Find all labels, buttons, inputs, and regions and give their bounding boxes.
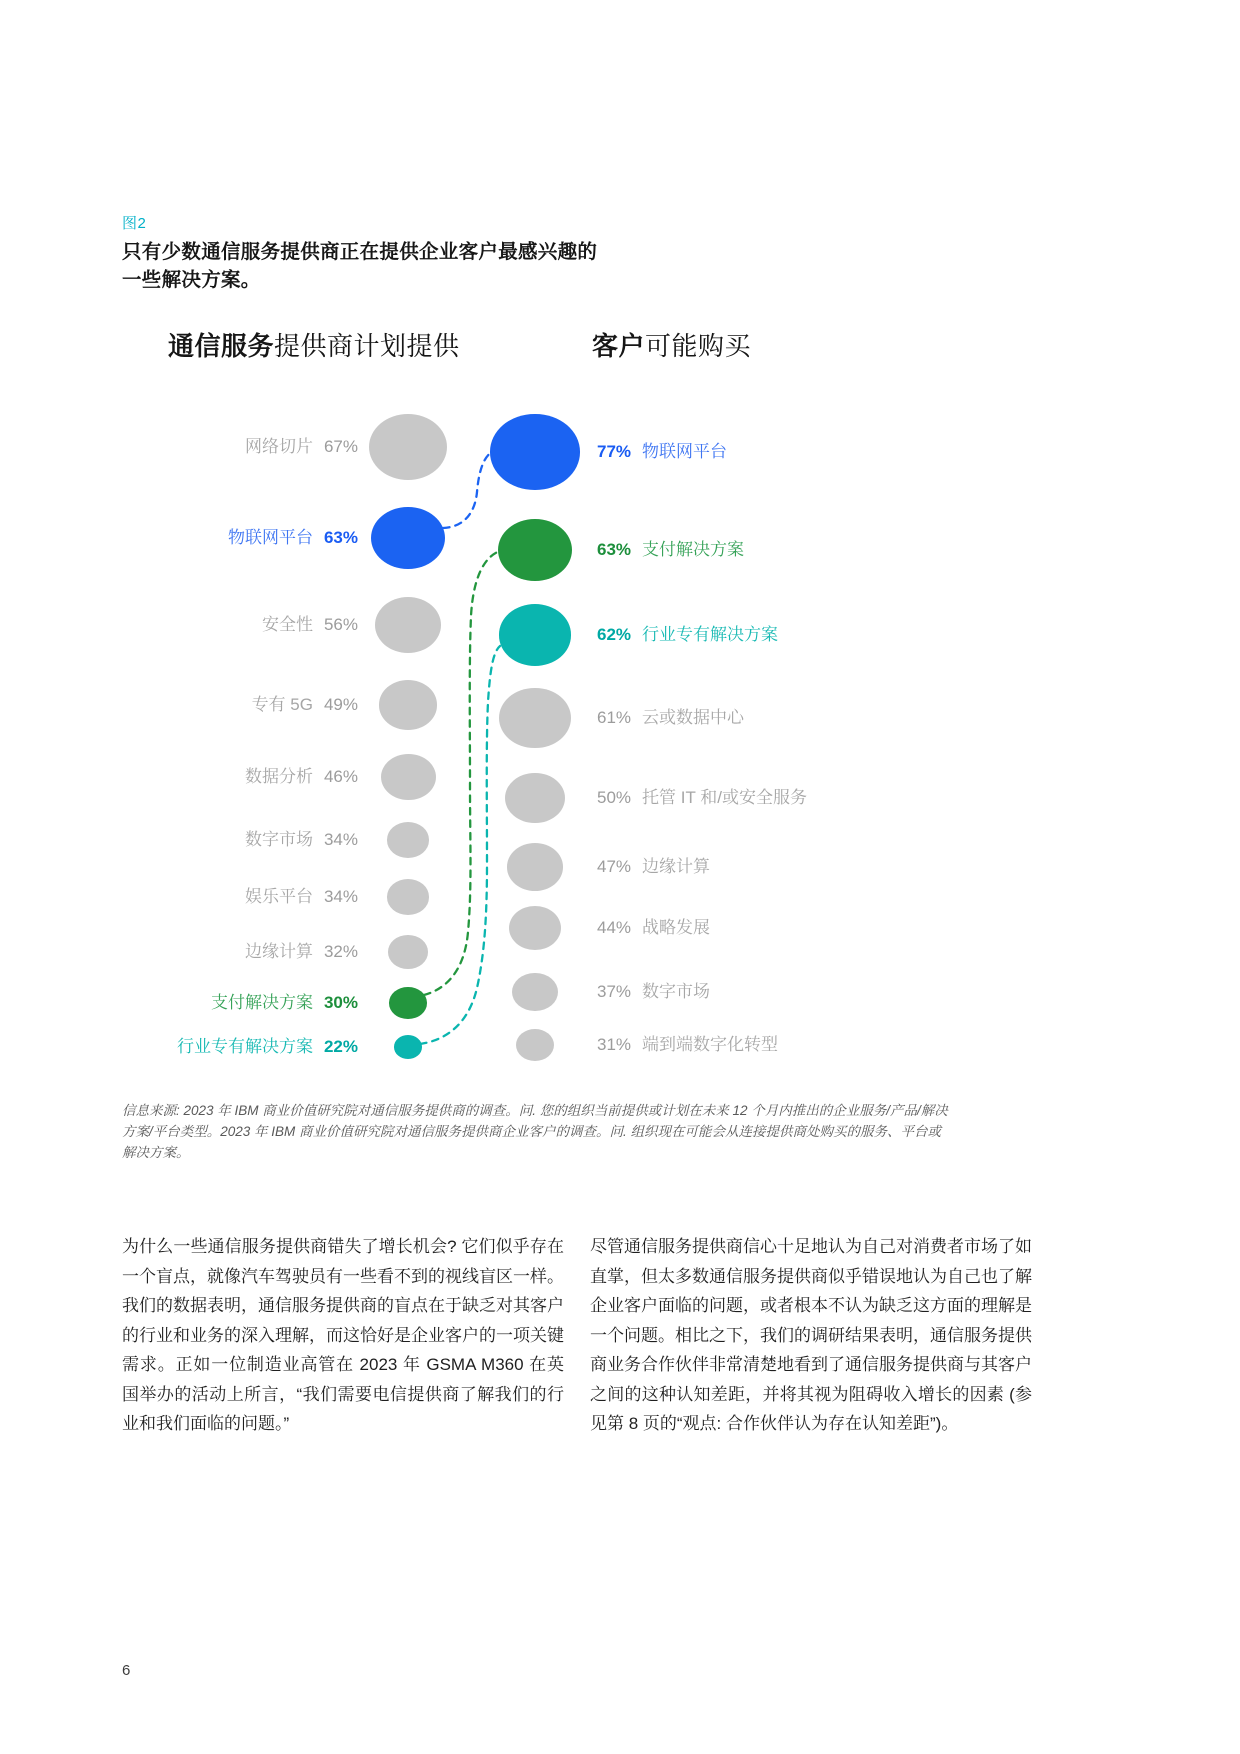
right-row-value: 77%: [597, 442, 632, 461]
right-chart-bubble: [490, 414, 579, 489]
left-row-value: 56%: [323, 615, 358, 634]
right-row-label: 数字市场: [642, 982, 711, 1001]
right-chart-row: [597, 785, 807, 811]
left-row-value: 22%: [323, 1037, 358, 1056]
left-row-label: 数据分析: [244, 767, 313, 786]
right-row-label: 托管 IT 和/或安全服务: [642, 788, 808, 807]
left-chart-row: [60, 990, 358, 1016]
left-chart-row: [60, 692, 358, 718]
body-paragraph-left: 为什么一些通信服务提供商错失了增长机会? 它们似乎存在一个盲点，就像汽车驾驶员有一些看不到的视线盲区一样。我们的数据表明，通信服务提供商的盲点在于缺乏对其客户的行业和业务的深入理解，而这恰好是企业客户的一项关键需求。正如一位制造业高管在 2023 年 GSMA M360 在英国举办的活动上所言，“我们需要电信提供商了解我们的行业和我们面临的问题。”: [122, 1237, 564, 1433]
left-chart-row: [60, 764, 358, 790]
left-row-label: 边缘计算: [244, 942, 313, 961]
left-row-value: 32%: [323, 942, 358, 961]
left-row-value: 67%: [323, 437, 358, 456]
left-row-value: 34%: [323, 830, 358, 849]
figure-label: 图2: [122, 215, 147, 232]
right-row-value: 62%: [597, 625, 632, 644]
page-number: 6: [122, 1662, 131, 1679]
right-chart-bubble: [512, 973, 557, 1011]
right-chart-bubble: [498, 519, 572, 581]
left-row-label: 物联网平台: [227, 528, 313, 547]
left-row-label: 专有 5G: [251, 695, 313, 714]
left-row-label: 安全性: [261, 615, 313, 634]
left-chart-row: [60, 434, 358, 460]
right-row-value: 61%: [597, 708, 632, 727]
left-chart-bubble: [389, 987, 426, 1019]
source-note: 信息来源: 2023 年 IBM 商业价值研究院对通信服务提供商的调查。问. 您的组织当前提供或计划在未来 12 个月内推出的企业服务/产品/解决方案/平台类型。2023 年 IBM 商业价值研究院对通信服务提供商企业客户的调查。问. 组织现在可能会从连接提供商处购买的服务、平台或解决方案。: [122, 1103, 948, 1160]
left-row-value: 30%: [323, 993, 358, 1012]
right-row-value: 50%: [597, 788, 632, 807]
right-chart-bubble: [499, 604, 572, 665]
body-paragraph-right: 尽管通信服务提供商信心十足地认为自己对消费者市场了如直掌，但太多数通信服务提供商似乎错误地认为自己也了解企业客户面临的问题，或者根本不认为缺乏这方面的理解是一个问题。相比之下，我们的调研结果表明，通信服务提供商业务合作伙伴非常清楚地看到了通信服务提供商与其客户之间的这种认知差距，并将其视为阻碍收入增长的因素 (参见第 8 页的“观点: 合作伙伴认为存在认知差距”)。: [590, 1237, 1032, 1433]
left-row-value: 46%: [323, 767, 358, 786]
right-chart-row: [597, 705, 744, 731]
left-row-label: 支付解决方案: [210, 993, 313, 1012]
right-chart-row: [597, 1032, 778, 1058]
left-row-value: 34%: [323, 887, 358, 906]
chart-right-header-rest: 可能购买: [645, 331, 752, 361]
right-row-value: 31%: [597, 1035, 632, 1054]
right-row-label: 行业专有解决方案: [642, 625, 779, 644]
chart-left-header-rest: 提供商计划提供: [274, 331, 460, 361]
connector-iot-line: [443, 452, 492, 528]
right-chart-row: [597, 537, 744, 563]
right-chart-bubble: [499, 688, 571, 748]
left-row-label: 行业专有解决方案: [176, 1037, 313, 1056]
right-row-label: 端到端数字化转型: [642, 1035, 779, 1054]
right-chart-bubble: [516, 1029, 555, 1062]
right-row-value: 44%: [597, 918, 632, 937]
left-chart-bubble: [369, 414, 447, 480]
left-chart-row: [60, 827, 358, 853]
left-row-value: 63%: [323, 528, 358, 547]
left-chart-bubble: [387, 822, 429, 857]
right-row-value: 37%: [597, 982, 632, 1001]
chart-right-header: [592, 326, 751, 363]
left-chart-row: [60, 525, 358, 551]
right-row-label: 物联网平台: [642, 442, 728, 461]
left-chart-row: [60, 612, 358, 638]
left-chart-bubble: [381, 754, 436, 801]
right-chart-bubble: [507, 843, 563, 890]
left-chart-row: [60, 884, 358, 910]
chart-right-header-bold: 客户: [592, 331, 646, 361]
right-chart-bubble: [509, 906, 562, 951]
left-row-value: 49%: [323, 695, 358, 714]
left-chart-bubble: [379, 680, 437, 729]
right-row-label: 云或数据中心: [642, 708, 745, 727]
left-row-label: 网络切片: [244, 437, 313, 456]
right-chart-row: [597, 915, 710, 941]
left-chart-bubble: [394, 1035, 423, 1059]
left-chart-bubble: [388, 935, 428, 968]
left-row-label: 数字市场: [244, 830, 313, 849]
right-chart-row: [597, 854, 710, 880]
chart-left-header-bold: 通信服务: [168, 331, 275, 361]
figure-title: 只有少数通信服务提供商正在提供企业客户最感兴趣的一些解决方案。: [122, 241, 598, 291]
right-chart-row: [597, 979, 710, 1005]
left-chart-row: [60, 1034, 358, 1060]
left-chart-row: [60, 939, 358, 965]
left-chart-bubble: [375, 597, 441, 653]
right-chart-row: [597, 439, 727, 465]
right-row-label: 支付解决方案: [642, 540, 745, 559]
chart-left-header: [168, 326, 460, 363]
left-row-label: 娱乐平台: [244, 887, 313, 906]
right-row-value: 63%: [597, 540, 632, 559]
right-chart-row: [597, 622, 778, 648]
right-chart-bubble: [505, 773, 564, 823]
left-chart-bubble: [371, 507, 445, 569]
left-chart-bubble: [387, 879, 429, 914]
right-row-label: 战略发展: [642, 918, 711, 937]
right-row-value: 47%: [597, 857, 632, 876]
right-row-label: 边缘计算: [642, 857, 711, 876]
